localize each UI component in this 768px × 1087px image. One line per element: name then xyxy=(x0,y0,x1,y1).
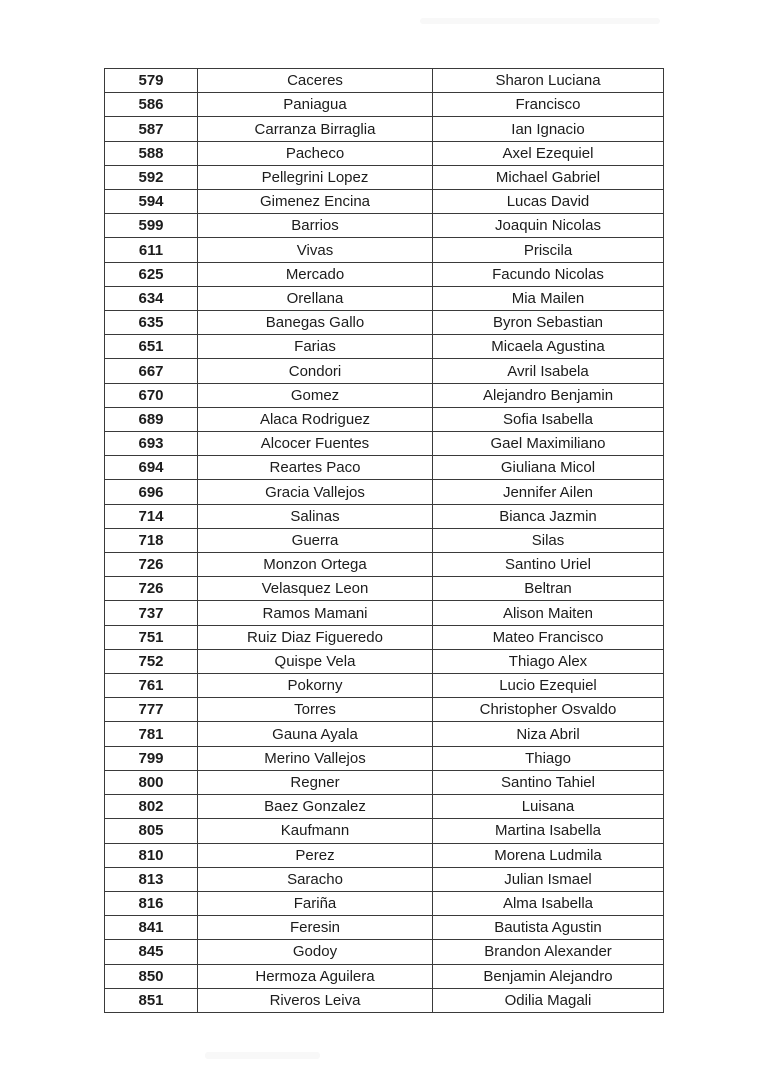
cell-surname: Farias xyxy=(198,335,433,359)
table-row xyxy=(105,480,664,504)
cell-number: 800 xyxy=(105,770,198,794)
cell-number: 805 xyxy=(105,819,198,843)
table-row xyxy=(105,601,664,625)
cell-number: 850 xyxy=(105,964,198,988)
cell-surname: Gimenez Encina xyxy=(198,190,433,214)
cell-number: 726 xyxy=(105,577,198,601)
cell-number: 611 xyxy=(105,238,198,262)
cell-first-names: Gael Maximiliano xyxy=(433,432,664,456)
cell-number: 802 xyxy=(105,795,198,819)
cell-first-names: Michael Gabriel xyxy=(433,165,664,189)
cell-first-names: Byron Sebastian xyxy=(433,311,664,335)
cell-surname: Baez Gonzalez xyxy=(198,795,433,819)
cell-number: 781 xyxy=(105,722,198,746)
cell-first-names: Lucas David xyxy=(433,190,664,214)
table-row xyxy=(105,795,664,819)
table-row xyxy=(105,843,664,867)
cell-surname: Alcocer Fuentes xyxy=(198,432,433,456)
table-row xyxy=(105,770,664,794)
cell-number: 670 xyxy=(105,383,198,407)
scan-artifact xyxy=(205,1052,320,1059)
table-row xyxy=(105,625,664,649)
cell-number: 667 xyxy=(105,359,198,383)
table-row xyxy=(105,141,664,165)
cell-first-names: Santino Uriel xyxy=(433,553,664,577)
cell-surname: Quispe Vela xyxy=(198,649,433,673)
cell-first-names: Joaquin Nicolas xyxy=(433,214,664,238)
cell-number: 813 xyxy=(105,867,198,891)
table-row xyxy=(105,698,664,722)
table-row xyxy=(105,504,664,528)
cell-number: 579 xyxy=(105,69,198,93)
cell-surname: Reartes Paco xyxy=(198,456,433,480)
cell-surname: Barrios xyxy=(198,214,433,238)
cell-number: 845 xyxy=(105,940,198,964)
cell-first-names: Luisana xyxy=(433,795,664,819)
roster-table-body xyxy=(105,69,664,1013)
cell-number: 635 xyxy=(105,311,198,335)
cell-surname: Carranza Birraglia xyxy=(198,117,433,141)
cell-surname: Kaufmann xyxy=(198,819,433,843)
cell-first-names: Francisco xyxy=(433,93,664,117)
cell-surname: Orellana xyxy=(198,286,433,310)
cell-surname: Gomez xyxy=(198,383,433,407)
cell-first-names: Brandon Alexander xyxy=(433,940,664,964)
cell-first-names: Thiago xyxy=(433,746,664,770)
cell-surname: Pokorny xyxy=(198,674,433,698)
table-row xyxy=(105,432,664,456)
cell-surname: Caceres xyxy=(198,69,433,93)
cell-first-names: Santino Tahiel xyxy=(433,770,664,794)
cell-first-names: Facundo Nicolas xyxy=(433,262,664,286)
cell-first-names: Ian Ignacio xyxy=(433,117,664,141)
cell-first-names: Mateo Francisco xyxy=(433,625,664,649)
table-row xyxy=(105,649,664,673)
cell-first-names: Benjamin Alejandro xyxy=(433,964,664,988)
cell-surname: Monzon Ortega xyxy=(198,553,433,577)
cell-number: 737 xyxy=(105,601,198,625)
table-row xyxy=(105,262,664,286)
cell-first-names: Alejandro Benjamin xyxy=(433,383,664,407)
cell-surname: Condori xyxy=(198,359,433,383)
cell-first-names: Axel Ezequiel xyxy=(433,141,664,165)
cell-number: 761 xyxy=(105,674,198,698)
cell-surname: Gracia Vallejos xyxy=(198,480,433,504)
table-row xyxy=(105,746,664,770)
cell-first-names: Beltran xyxy=(433,577,664,601)
cell-first-names: Niza Abril xyxy=(433,722,664,746)
table-row xyxy=(105,407,664,431)
cell-surname: Perez xyxy=(198,843,433,867)
cell-surname: Riveros Leiva xyxy=(198,988,433,1012)
cell-number: 777 xyxy=(105,698,198,722)
cell-first-names: Bautista Agustin xyxy=(433,916,664,940)
roster-table xyxy=(104,68,664,1013)
table-row xyxy=(105,577,664,601)
cell-first-names: Alison Maiten xyxy=(433,601,664,625)
cell-number: 594 xyxy=(105,190,198,214)
table-row xyxy=(105,93,664,117)
cell-first-names: Sofia Isabella xyxy=(433,407,664,431)
cell-first-names: Lucio Ezequiel xyxy=(433,674,664,698)
cell-number: 726 xyxy=(105,553,198,577)
table-row xyxy=(105,940,664,964)
cell-first-names: Mia Mailen xyxy=(433,286,664,310)
table-row xyxy=(105,528,664,552)
cell-first-names: Giuliana Micol xyxy=(433,456,664,480)
table-row xyxy=(105,335,664,359)
cell-first-names: Thiago Alex xyxy=(433,649,664,673)
cell-number: 816 xyxy=(105,891,198,915)
cell-first-names: Priscila xyxy=(433,238,664,262)
cell-number: 718 xyxy=(105,528,198,552)
cell-surname: Ramos Mamani xyxy=(198,601,433,625)
cell-first-names: Morena Ludmila xyxy=(433,843,664,867)
cell-number: 588 xyxy=(105,141,198,165)
cell-surname: Banegas Gallo xyxy=(198,311,433,335)
cell-surname: Velasquez Leon xyxy=(198,577,433,601)
cell-first-names: Martina Isabella xyxy=(433,819,664,843)
cell-number: 693 xyxy=(105,432,198,456)
cell-number: 714 xyxy=(105,504,198,528)
table-row xyxy=(105,819,664,843)
cell-first-names: Micaela Agustina xyxy=(433,335,664,359)
table-row xyxy=(105,69,664,93)
table-row xyxy=(105,674,664,698)
cell-number: 696 xyxy=(105,480,198,504)
cell-surname: Hermoza Aguilera xyxy=(198,964,433,988)
table-row xyxy=(105,553,664,577)
table-row xyxy=(105,456,664,480)
cell-surname: Pacheco xyxy=(198,141,433,165)
cell-number: 592 xyxy=(105,165,198,189)
table-row xyxy=(105,165,664,189)
cell-number: 810 xyxy=(105,843,198,867)
cell-surname: Alaca Rodriguez xyxy=(198,407,433,431)
table-row xyxy=(105,988,664,1012)
table-row xyxy=(105,311,664,335)
cell-number: 841 xyxy=(105,916,198,940)
cell-number: 586 xyxy=(105,93,198,117)
cell-number: 625 xyxy=(105,262,198,286)
cell-first-names: Sharon Luciana xyxy=(433,69,664,93)
cell-surname: Salinas xyxy=(198,504,433,528)
cell-surname: Paniagua xyxy=(198,93,433,117)
cell-number: 634 xyxy=(105,286,198,310)
cell-number: 751 xyxy=(105,625,198,649)
table-row xyxy=(105,916,664,940)
cell-number: 799 xyxy=(105,746,198,770)
table-row xyxy=(105,722,664,746)
cell-surname: Vivas xyxy=(198,238,433,262)
cell-surname: Ruiz Diaz Figueredo xyxy=(198,625,433,649)
cell-first-names: Alma Isabella xyxy=(433,891,664,915)
table-row xyxy=(105,214,664,238)
cell-surname: Fariña xyxy=(198,891,433,915)
cell-first-names: Avril Isabela xyxy=(433,359,664,383)
cell-first-names: Silas xyxy=(433,528,664,552)
table-row xyxy=(105,359,664,383)
cell-surname: Merino Vallejos xyxy=(198,746,433,770)
cell-number: 651 xyxy=(105,335,198,359)
cell-surname: Godoy xyxy=(198,940,433,964)
table-row xyxy=(105,286,664,310)
table-row xyxy=(105,190,664,214)
cell-first-names: Julian Ismael xyxy=(433,867,664,891)
table-row xyxy=(105,964,664,988)
cell-surname: Pellegrini Lopez xyxy=(198,165,433,189)
cell-number: 689 xyxy=(105,407,198,431)
cell-number: 599 xyxy=(105,214,198,238)
table-row xyxy=(105,867,664,891)
table-row xyxy=(105,891,664,915)
cell-surname: Feresin xyxy=(198,916,433,940)
cell-surname: Gauna Ayala xyxy=(198,722,433,746)
cell-first-names: Bianca Jazmin xyxy=(433,504,664,528)
cell-surname: Saracho xyxy=(198,867,433,891)
cell-surname: Regner xyxy=(198,770,433,794)
table-row xyxy=(105,117,664,141)
cell-surname: Torres xyxy=(198,698,433,722)
cell-surname: Guerra xyxy=(198,528,433,552)
cell-number: 587 xyxy=(105,117,198,141)
cell-number: 752 xyxy=(105,649,198,673)
cell-number: 694 xyxy=(105,456,198,480)
cell-first-names: Odilia Magali xyxy=(433,988,664,1012)
cell-surname: Mercado xyxy=(198,262,433,286)
table-row xyxy=(105,383,664,407)
table-row xyxy=(105,238,664,262)
cell-first-names: Christopher Osvaldo xyxy=(433,698,664,722)
scan-artifact xyxy=(420,18,660,24)
cell-number: 851 xyxy=(105,988,198,1012)
cell-first-names: Jennifer Ailen xyxy=(433,480,664,504)
